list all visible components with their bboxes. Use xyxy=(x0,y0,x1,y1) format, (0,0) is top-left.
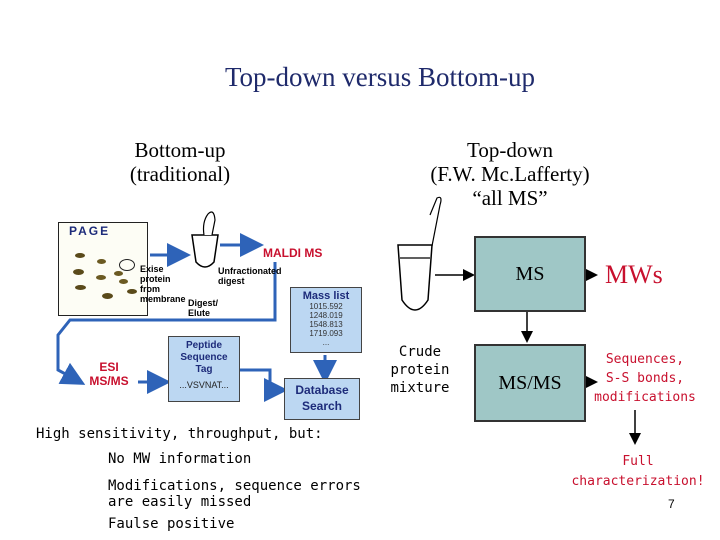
top-down-heading-line1: Top-down xyxy=(466,138,554,162)
digest-label: Digest/ Elute xyxy=(188,298,219,318)
note-no-mw: No MW information xyxy=(108,451,252,467)
peptide-sequence: ...VSVNAT... xyxy=(179,380,229,390)
mass-value: 1248.019 xyxy=(309,311,343,320)
note-modifications-line1: Modifications, sequence errors xyxy=(108,478,361,494)
database-search-line2: Search xyxy=(301,399,343,413)
note-modifications xyxy=(108,478,361,510)
full-characterization-label xyxy=(568,452,708,492)
ms-box xyxy=(474,236,586,312)
mass-list-box xyxy=(290,287,362,353)
arrow-tag-to-db xyxy=(240,370,282,390)
gel-band xyxy=(73,269,84,275)
notes-header: High sensitivity, throughput, but: xyxy=(36,426,323,442)
crude-line1: Crude xyxy=(398,344,442,360)
crude-protein-label xyxy=(388,343,452,397)
ms-box-label: MS xyxy=(515,262,545,285)
peptide-tag-line2: Sequence xyxy=(180,352,228,363)
gel-band xyxy=(127,289,137,294)
gel-band xyxy=(75,285,86,290)
crude-line3: mixture xyxy=(390,380,450,396)
top-down-heading-line3: “all MS” xyxy=(472,186,548,210)
bottom-up-heading-line2: (traditional) xyxy=(129,162,231,186)
crude-line2: protein xyxy=(390,362,450,378)
msms-box xyxy=(474,344,586,422)
msms-box-label: MS/MS xyxy=(498,371,562,394)
database-search-title xyxy=(285,382,359,414)
gel-band xyxy=(102,293,113,299)
esi-label-line2: MS/MS xyxy=(89,374,129,388)
full-line1: Full xyxy=(622,454,654,469)
mass-value: 1015.592 xyxy=(309,302,343,311)
gel-band xyxy=(75,253,85,258)
database-search-box xyxy=(284,378,360,420)
mws-label: MWs xyxy=(605,260,663,289)
peptide-tag-line3: Tag xyxy=(195,364,213,375)
results-line1: Sequences, xyxy=(605,352,685,367)
top-down-heading-line2: (F.W. Mc.Lafferty) xyxy=(430,162,590,186)
slide-title: Top-down versus Bottom-up xyxy=(224,62,536,92)
gel-band xyxy=(119,279,128,284)
bottom-up-heading-line1: Bottom-up xyxy=(134,138,226,162)
peptide-tag-box xyxy=(168,336,240,402)
page-number: 7 xyxy=(668,497,675,511)
mass-value: 1548.813 xyxy=(309,320,343,329)
note-modifications-line2: are easily missed xyxy=(108,494,252,510)
maldi-label: MALDI MS xyxy=(263,246,323,260)
tube-icon-bottom-up xyxy=(192,212,218,267)
results-line2: S-S bonds, xyxy=(605,371,685,386)
esi-label-line1: ESI xyxy=(99,360,119,374)
gel-band xyxy=(96,275,106,280)
note-false-positive: Faulse positive xyxy=(108,516,235,532)
page-label: PAGE xyxy=(69,224,111,238)
results-label xyxy=(590,350,700,407)
mass-list-title: Mass list xyxy=(302,290,350,302)
mass-value: ... xyxy=(322,338,330,347)
excise-label: Exise protein from membrane xyxy=(140,264,186,304)
database-search-line1: Database xyxy=(295,383,349,397)
mass-value: 1719.093 xyxy=(309,329,343,338)
gel-band-selected xyxy=(119,259,135,271)
gel-band xyxy=(114,271,123,276)
tube-icon-top-down xyxy=(398,197,441,310)
page-gel-panel xyxy=(58,222,148,316)
peptide-tag-line1: Peptide xyxy=(185,340,223,351)
unfractionated-label: Unfractionated digest xyxy=(218,266,282,286)
results-line3: modifications xyxy=(594,390,696,405)
esi-label xyxy=(84,360,134,388)
mass-list-values xyxy=(291,302,361,347)
gel-band xyxy=(97,259,106,264)
peptide-tag-title xyxy=(169,340,239,376)
full-line2: characterization! xyxy=(571,474,705,489)
